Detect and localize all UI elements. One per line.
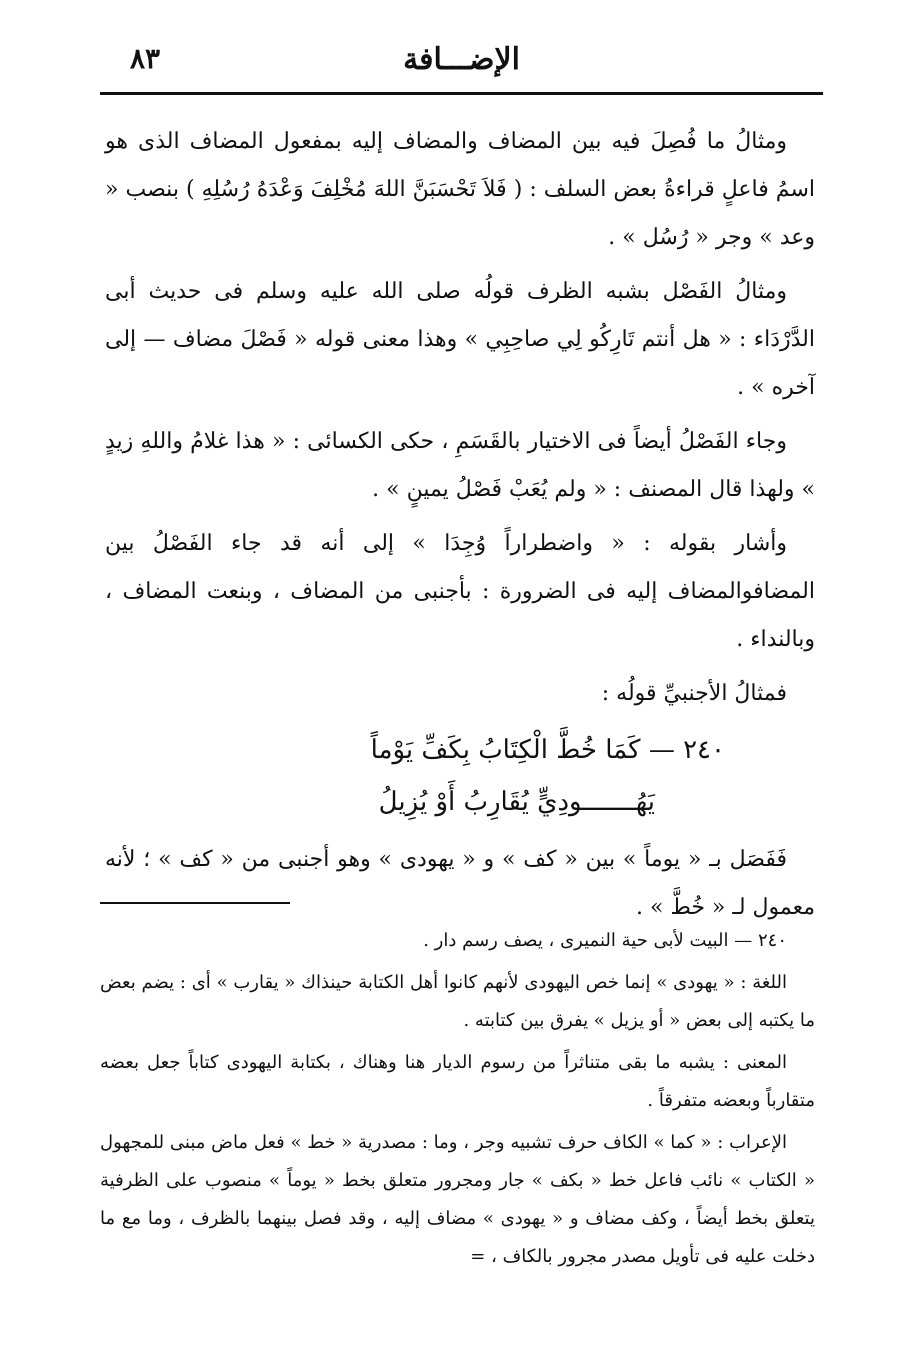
page-number: ٨٣ — [130, 42, 161, 75]
header-rule — [100, 92, 823, 95]
paragraph-4: وأشار بقوله : « واضطراراً وُجِدَا » إلى أنه قد جاء الفَصْلُ بين المضافوالمضاف إليه فى الضرورة : بأجنبى من المضاف ، وبنعت المضاف ، وبالنداء . — [105, 531, 815, 652]
verse-second-hemistich: يَهُـــــــودِيٍّ يُقَارِبُ أَوْ يُزِيلُ — [378, 787, 655, 817]
footnote-grammar: الإعراب : « كما » الكاف حرف تشبيه وجر ، وما : مصدرية « خط » فعل ماض مبنى للمجهول « الكتاب » نائب فاعل خط « بكف » جار ومجرور متعلق بخط « يوماً » منصوب على الظرفية يتعلق بخط أيضاً ، وكف مضاف و « يهودى » مضاف إليه ، وقد فصل بينهما بالظرف ، وما مع ما دخلت عليه فى تأويل مصدر مجرور بالكاف ، = — [100, 1132, 815, 1267]
chapter-title: الإضـــافة — [403, 42, 520, 77]
paragraph-2: ومثالُ الفَصْل بشبه الظرف قولُه صلى الله عليه وسلم فى حديث أبى الدَّرْدَاء : « هل أنتم تَارِكُو لِي صاحِبِي » وهذا معنى قوله « فَصْلَ مضاف — إلى آخره » . — [105, 279, 815, 400]
paragraph-5: فمثالُ الأجنبيِّ قولُه : — [601, 681, 787, 706]
poetry-verse — [105, 724, 815, 828]
main-text — [105, 118, 815, 938]
paragraph-3: وجاء الفَصْلُ أيضاً فى الاختيار بالقَسَمِ ، حكى الكسائى : « هذا غلامُ واللهِ زيدٍ » ولهذا قال المصنف : « ولم يُعَبْ فَصْلُ يمينٍ » . — [105, 429, 815, 502]
running-head — [100, 42, 823, 86]
footnote-language: اللغة : « يهودى » إنما خص اليهودى لأنهم كانوا أهل الكتابة حينذاك « يقارب » أى : يضم بعض ما يكتبه إلى بعض « أو يزيل » يفرق بين كتابته . — [100, 972, 815, 1031]
paragraph-6: فَفَصَل بـ « يوماً » بين « كف » و « يهودى » وهو أجنبى من « كف » ؛ لأنه معمول لـ « خُطَّ » . — [105, 847, 815, 920]
footnote-source: ٢٤٠ — البيت لأبى حية النميرى ، يصف رسم دار . — [423, 930, 787, 951]
footnote-meaning: المعنى : يشبه ما بقى متناثراً من رسوم الديار هنا وهناك ، بكتابة اليهودى كتاباً جعل بعضه متقارباً وبعضه متفرقاً . — [100, 1052, 815, 1111]
footnote-rule — [100, 902, 290, 904]
verse-first-hemistich: ٢٤٠ — كَمَا خُطَّ الْكِتَابُ بِكَفِّ يَوْماً — [370, 735, 725, 765]
footnotes — [100, 922, 815, 1280]
paragraph-1: ومثالُ ما فُصِلَ فيه بين المضاف والمضاف إليه بمفعول المضاف الذى هو اسمُ فاعلٍ قراءةُ بعض السلف : ( فَلاَ تَحْسَبَنَّ اللهَ مُخْلِفَ وَعْدَهُ رُسُلِهِ ) بنصب « وعد » وجر « رُسُل » . — [105, 129, 815, 250]
